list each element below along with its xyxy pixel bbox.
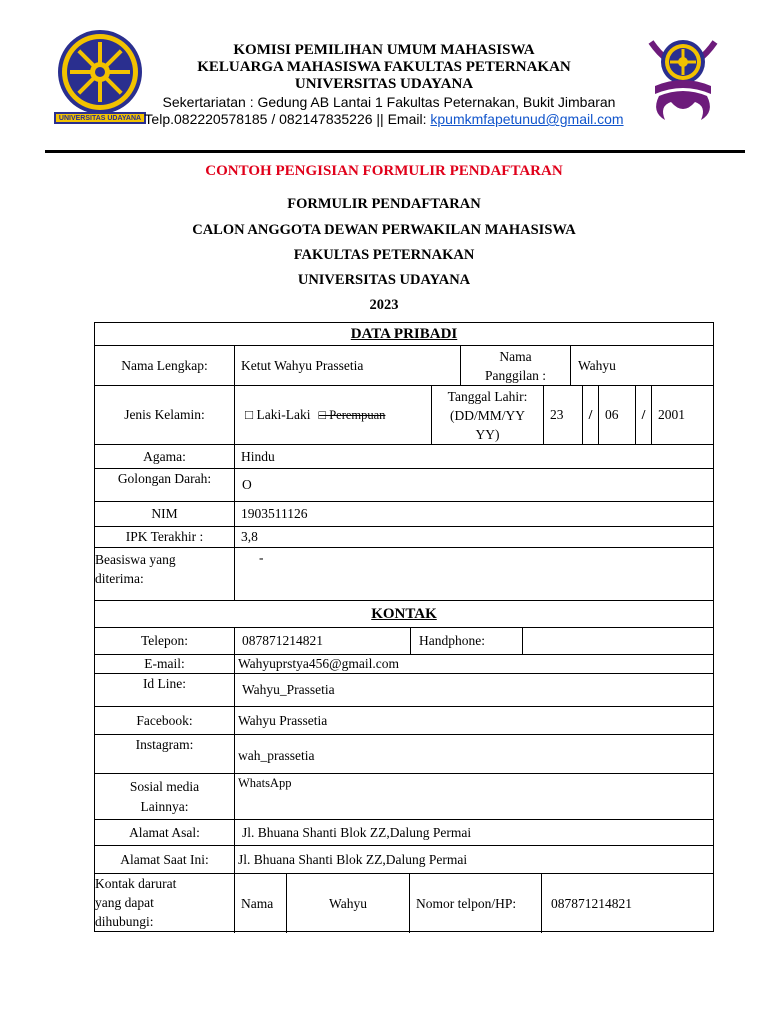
row-nim <box>95 501 713 526</box>
label-gpa: IPK Terakhir : <box>125 529 204 544</box>
label-emergency-2: yang dapat <box>95 895 154 910</box>
value-dob-month[interactable]: 06 <box>598 386 635 444</box>
option-female[interactable]: □ Perempuan <box>318 407 386 422</box>
example-title: CONTOH PENGISIAN FORMULIR PENDAFTARAN <box>205 163 563 179</box>
label-other-social-2: Lainnya: <box>140 798 189 814</box>
header-line-1: KOMISI PEMILIHAN UMUM MAHASISWA <box>233 42 535 58</box>
value-dob-year[interactable]: 2001 <box>651 386 715 444</box>
label-email: E-mail: <box>144 656 185 671</box>
row-facebook <box>95 706 713 734</box>
label-emergency-3: dihubungi: <box>95 914 154 929</box>
label-emergency <box>95 874 234 933</box>
label-scholarship <box>95 548 234 600</box>
value-blood-type[interactable]: O <box>234 469 715 501</box>
form-title-4: UNIVERSITAS UDAYANA <box>297 272 471 288</box>
header-email-link[interactable]: kpumkmfapetunud@gmail.com <box>430 111 624 127</box>
section-title-personal: DATA PRIBADI <box>350 325 458 342</box>
label-nickname-2: Panggilan : <box>484 367 547 383</box>
section-title-contact: KONTAK <box>371 605 437 622</box>
label-nim: NIM <box>151 506 178 521</box>
row-emergency-contact <box>95 873 713 933</box>
label-nickname <box>460 346 570 385</box>
header-contact <box>0 111 768 127</box>
label-line-id: Id Line: <box>142 676 187 691</box>
label-full-name: Nama Lengkap: <box>121 357 208 373</box>
row-other-social <box>95 773 713 819</box>
value-dob-day[interactable]: 23 <box>543 386 582 444</box>
section-personal <box>95 323 713 345</box>
label-dob-3: YY) <box>475 426 500 442</box>
header-address: Sekertariatan : Gedung AB Lantai 1 Fakultas Peternakan, Bukit Jimbaran <box>162 94 616 110</box>
form-title-5: 2023 <box>369 297 399 313</box>
value-gender[interactable] <box>234 386 431 444</box>
label-dob-2: (DD/MM/YY <box>449 407 525 423</box>
header-phone: Telp.082220578185 / 082147835226 || Email: <box>144 111 427 127</box>
logo-caption: UNIVERSITAS UDAYANA <box>58 114 142 122</box>
value-email[interactable]: Wahyuprstya456@gmail.com <box>234 655 715 673</box>
label-origin-address: Alamat Asal: <box>129 824 200 840</box>
row-scholarship <box>95 547 713 600</box>
value-nickname[interactable]: Wahyu <box>570 346 715 385</box>
label-dob <box>431 386 543 444</box>
row-blood-type <box>95 468 713 501</box>
option-male[interactable]: □ Laki-Laki <box>245 407 311 422</box>
section-contact <box>95 600 713 627</box>
label-other-social-1: Sosial media <box>129 778 200 794</box>
label-current-address: Alamat Saat Ini: <box>120 851 209 867</box>
label-scholarship-2: diterima: <box>95 571 144 586</box>
header-line-2: KELUARGA MAHASISWA FAKULTAS PETERNAKAN <box>197 59 571 75</box>
value-current-address[interactable]: Jl. Bhuana Shanti Blok ZZ,Dalung Permai <box>234 846 715 873</box>
form-title-2: CALON ANGGOTA DEWAN PERWAKILAN MAHASISWA <box>192 222 576 238</box>
label-phone: Telepon: <box>140 633 189 648</box>
value-origin-address[interactable]: Jl. Bhuana Shanti Blok ZZ,Dalung Permai <box>234 820 715 845</box>
label-blood-type: Golongan Darah: <box>117 471 212 486</box>
label-religion: Agama: <box>143 448 186 464</box>
row-origin-address <box>95 819 713 845</box>
row-line-id <box>95 673 713 706</box>
label-scholarship-1: Beasiswa yang <box>95 552 176 567</box>
row-full-name <box>95 345 713 385</box>
row-current-address <box>95 845 713 873</box>
value-phone[interactable]: 087871214821 <box>234 628 410 654</box>
value-line-id[interactable]: Wahyu_Prassetia <box>234 674 715 706</box>
label-other-social <box>95 774 234 819</box>
label-emergency-1: Kontak darurat <box>95 876 177 891</box>
label-emergency-name: Nama <box>234 874 286 933</box>
value-full-name[interactable]: Ketut Wahyu Prassetia <box>234 346 460 385</box>
value-religion[interactable]: Hindu <box>234 445 715 468</box>
label-emergency-phone: Nomor telpon/HP: <box>409 874 541 933</box>
value-handphone[interactable] <box>522 628 715 654</box>
registration-form <box>94 322 714 932</box>
value-emergency-phone[interactable]: 087871214821 <box>541 874 715 933</box>
row-instagram <box>95 734 713 773</box>
label-facebook: Facebook: <box>136 712 193 728</box>
dob-slash-2: / <box>635 386 651 444</box>
letterhead-divider <box>45 150 745 153</box>
dob-slash-1: / <box>582 386 598 444</box>
value-emergency-name[interactable]: Wahyu <box>286 874 409 933</box>
label-dob-1: Tanggal Lahir: <box>447 388 528 404</box>
row-email <box>95 654 713 673</box>
label-nickname-1: Nama <box>499 348 532 364</box>
label-instagram: Instagram: <box>135 737 194 752</box>
value-facebook[interactable]: Wahyu Prassetia <box>234 707 715 734</box>
value-scholarship[interactable]: - <box>234 548 715 600</box>
label-gender: Jenis Kelamin: <box>124 407 205 422</box>
value-instagram[interactable]: wah_prassetia <box>234 735 715 773</box>
row-phone <box>95 627 713 654</box>
form-title-3: FAKULTAS PETERNAKAN <box>293 247 475 263</box>
row-religion <box>95 444 713 468</box>
label-handphone: Handphone: <box>410 628 522 654</box>
value-other-social[interactable]: WhatsApp <box>234 774 715 819</box>
row-gender-dob <box>95 385 713 444</box>
header-line-3: UNIVERSITAS UDAYANA <box>294 76 474 92</box>
value-nim[interactable]: 1903511126 <box>234 502 715 526</box>
form-title-1: FORMULIR PENDAFTARAN <box>287 196 481 212</box>
value-gpa[interactable]: 3,8 <box>234 527 715 547</box>
row-gpa <box>95 526 713 547</box>
